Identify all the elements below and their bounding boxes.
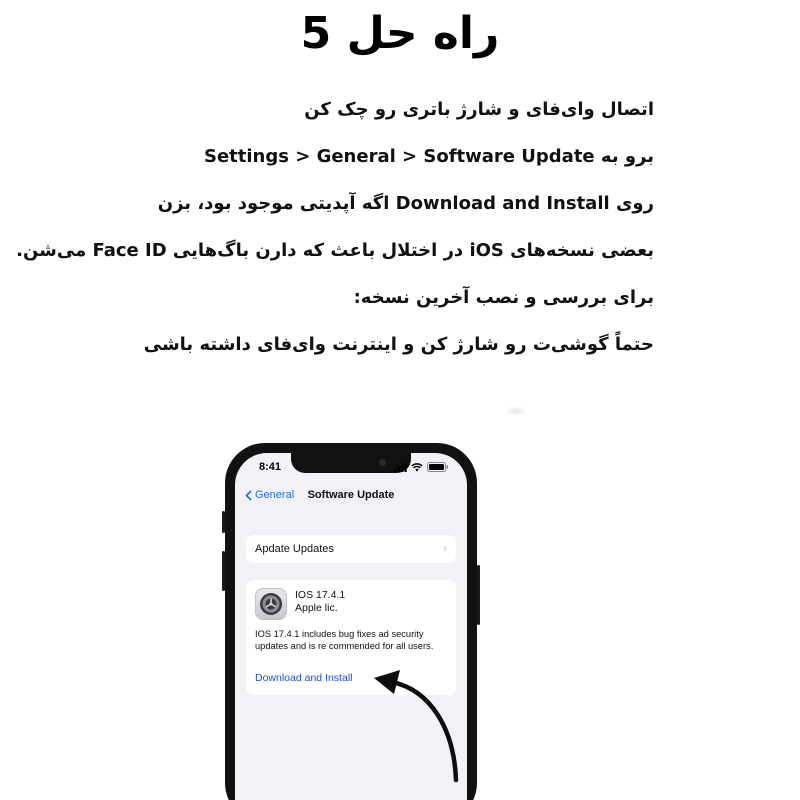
updates-row-label: Apdate Updates <box>255 543 334 555</box>
step-4: بعضی نسخه‌های iOS در اختلال باعث که دارن باگ‌هایی Face ID می‌شن. <box>16 240 654 261</box>
signal-icon <box>394 463 407 472</box>
wifi-icon <box>411 463 423 472</box>
phone-notch <box>291 453 411 473</box>
page-title: راه حل 5 <box>300 8 500 59</box>
back-label: General <box>255 489 295 501</box>
step-6: حتماً گوشی‌ت رو شارژ کن و اینترنت وای‌فای داشته باشی <box>143 334 654 355</box>
step-1: اتصال وای‌فای و شارژ باتری رو چک کن <box>304 99 654 120</box>
volume-up-button <box>222 551 225 591</box>
battery-icon <box>427 462 449 472</box>
update-description: IOS 17.4.1 includes bug fixes ad security updates and is re commended for all users. <box>255 629 434 651</box>
automatic-updates-row[interactable] <box>246 535 456 563</box>
pointer-arrow-icon <box>370 668 470 788</box>
update-version: IOS 17.4.1 <box>295 589 346 601</box>
step-2: برو به Settings > General > Software Update <box>204 146 654 167</box>
step-3: روی Download and Install اگه آپدیتی موجود بود، بزن <box>157 193 654 214</box>
step-5: برای بررسی و نصب آخرین نسخه: <box>353 287 654 308</box>
status-icons <box>394 462 449 472</box>
side-button <box>477 565 480 625</box>
decorative-smudge <box>505 406 527 416</box>
nav-bar <box>235 489 467 509</box>
nav-title: Software Update <box>307 489 395 501</box>
download-and-install-link[interactable]: Download and Install <box>255 672 353 684</box>
settings-gear-icon <box>255 588 287 620</box>
camera-icon <box>379 459 386 466</box>
steps-list <box>16 96 654 378</box>
mute-switch <box>222 511 225 533</box>
status-time: 8:41 <box>259 461 282 473</box>
update-vendor: Apple lic. <box>295 602 338 614</box>
chevron-right-icon: › <box>443 541 447 555</box>
